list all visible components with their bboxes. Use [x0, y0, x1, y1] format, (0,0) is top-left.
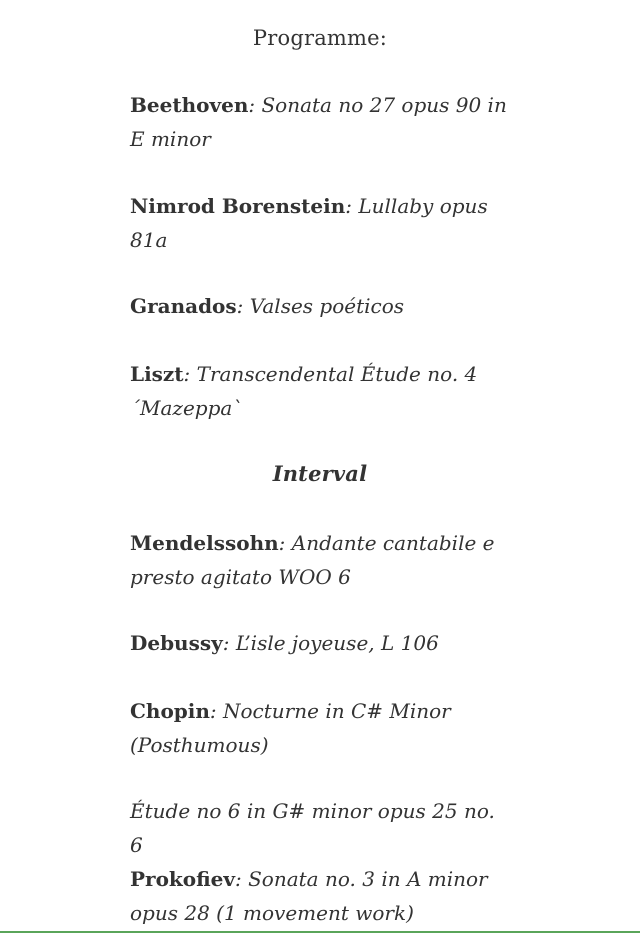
composer-name: Beethoven [130, 93, 249, 117]
programme-entry-granados [130, 289, 510, 323]
programme-entry-beethoven [130, 88, 510, 156]
composer-name: Prokofiev [130, 867, 235, 891]
work-title: Étude no 6 in G# minor opus 25 no. 6 [130, 799, 495, 857]
programme-entry-chopin-etude [130, 794, 510, 862]
programme-title: Programme: [252, 26, 388, 50]
work-title: : Transcendental Étude no. 4 ´Mazeppa` [130, 362, 478, 420]
programme-entry-prokofiev [130, 862, 510, 930]
work-title: : Andante cantabile e presto agitato WOO 6 [130, 531, 495, 589]
work-title: : Sonata no. 3 in A minor opus 28 (1 movement work) [130, 867, 488, 925]
work-title: : Valses poéticos [236, 294, 405, 318]
work-title: : Lullaby opus 81a [130, 194, 488, 252]
programme-entry-debussy [130, 626, 510, 660]
composer-name: Chopin [130, 699, 210, 723]
programme-entry-liszt [130, 357, 510, 425]
programme-entry-mendelssohn [130, 526, 510, 594]
composer-name: Mendelssohn [130, 531, 279, 555]
composer-name: Nimrod Borenstein [130, 194, 346, 218]
interval-heading: Interval [272, 461, 368, 486]
composer-name: Liszt [130, 362, 184, 386]
composer-name: Granados [130, 294, 237, 318]
programme-entry-chopin [130, 694, 510, 762]
composer-name: Debussy [130, 631, 223, 655]
programme-entry-borenstein [130, 189, 510, 257]
work-title: : Nocturne in C# Minor (Posthumous) [130, 699, 451, 757]
work-title: : L’isle joyeuse, L 106 [222, 631, 439, 655]
work-title: : Sonata no 27 opus 90 in E minor [130, 93, 507, 151]
